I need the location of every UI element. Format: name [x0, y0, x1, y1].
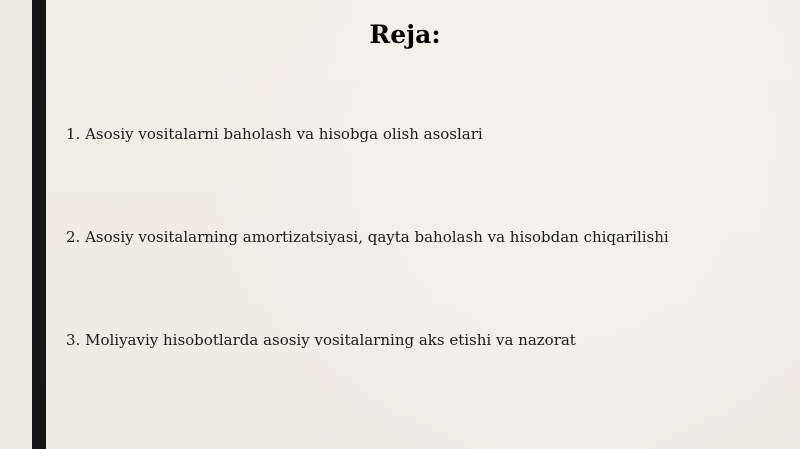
- slide-title: Reja:: [369, 20, 441, 49]
- left-margin-strip: [0, 0, 32, 449]
- plan-item-3: 3. Moliyaviy hisobotlarda asosiy vositalarning aks etishi va nazorat: [66, 331, 576, 349]
- plan-item-2: 2. Asosiy vositalarning amortizatsiyasi, qayta baholash va hisobdan chiqarilishi: [66, 228, 669, 246]
- plan-item-1: 1. Asosiy vositalarni baholash va hisobga olish asoslari: [66, 125, 483, 143]
- accent-bar: [32, 0, 46, 449]
